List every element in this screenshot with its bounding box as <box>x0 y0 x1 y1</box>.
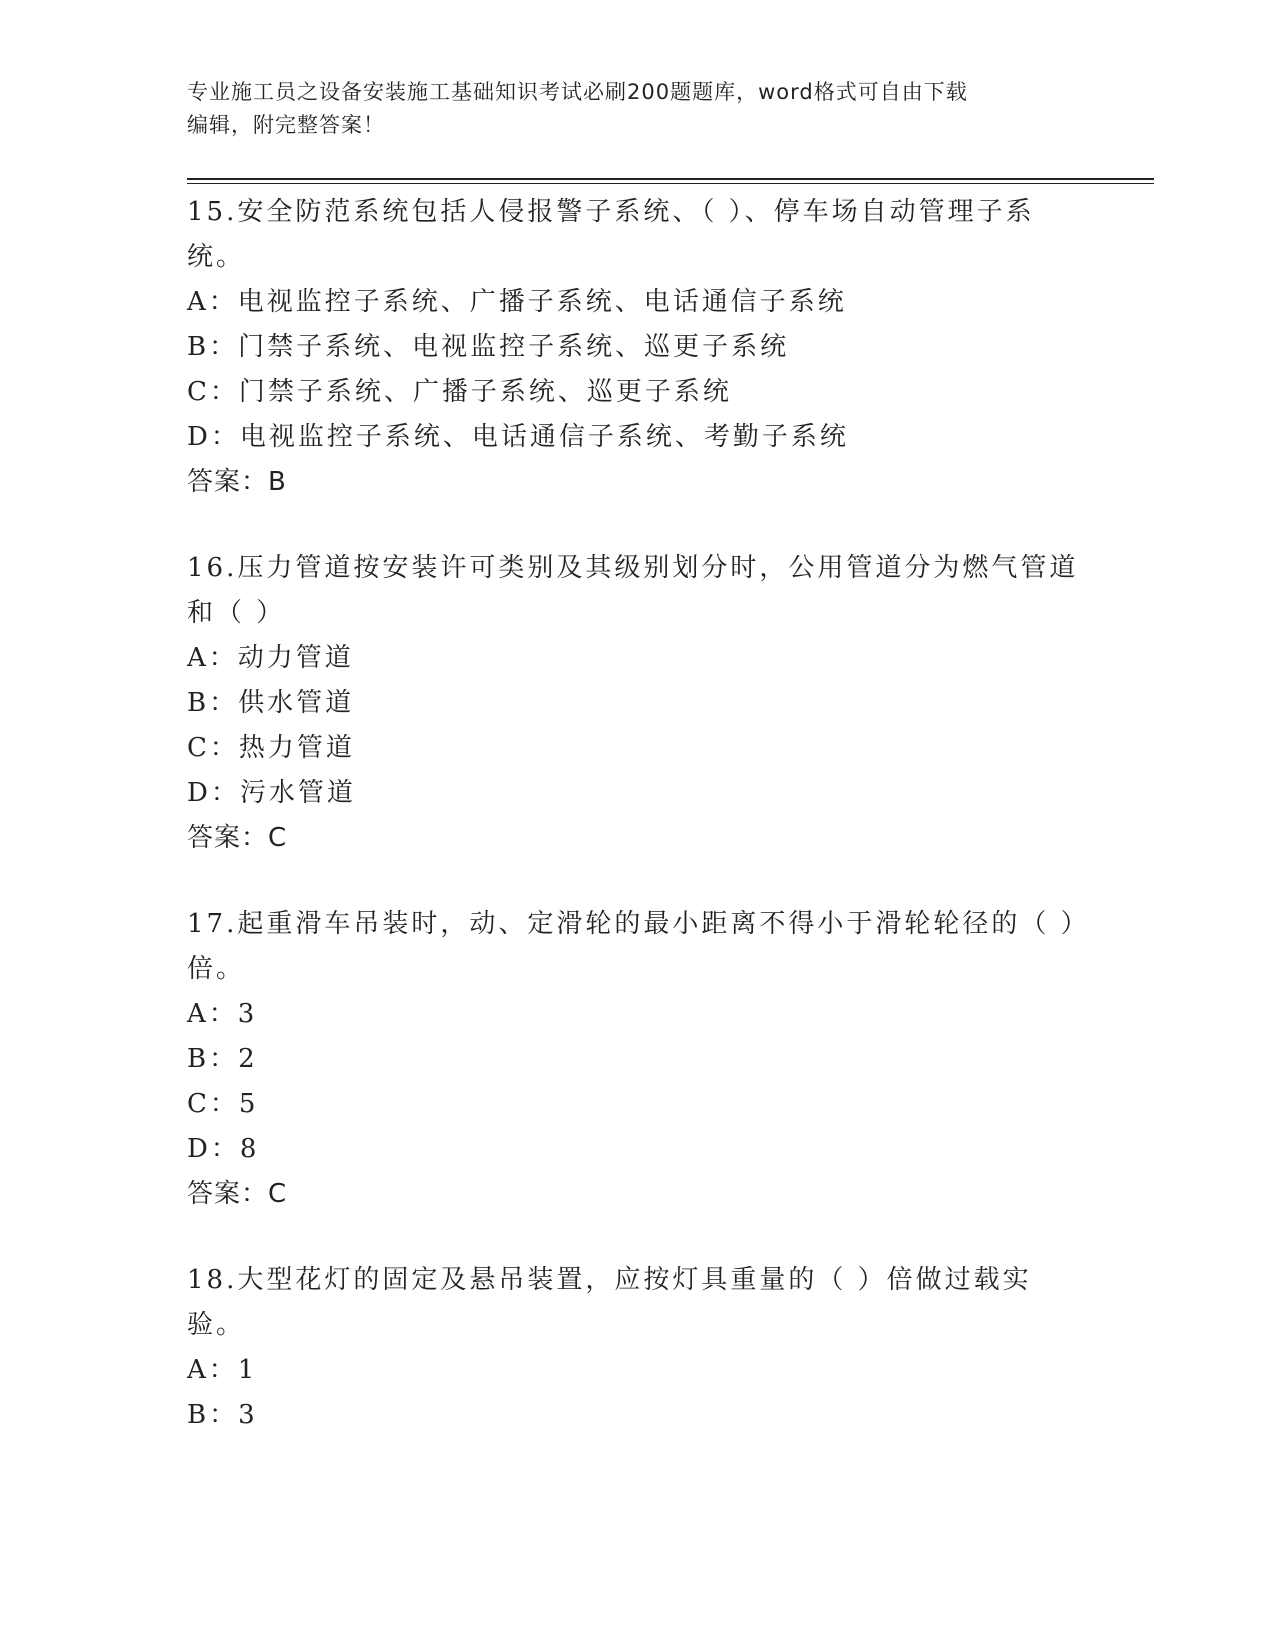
option-d: D：8 <box>187 1134 260 1164</box>
header-title-line-1: 专业施工员之设备安装施工基础知识考试必刷200题题库，word格式可自由下载 <box>187 80 968 104</box>
option-b: B：2 <box>187 1044 258 1074</box>
document-header <box>187 76 1087 142</box>
header-title-line-2: 编辑，附完整答案！ <box>187 113 385 137</box>
question-item <box>187 902 1087 1217</box>
question-stem: 18.大型花灯的固定及悬吊装置，应按灯具重量的（ ）倍做过载实验。 <box>187 1265 1032 1340</box>
question-list <box>187 190 1087 1479</box>
option-b: B：3 <box>187 1400 258 1430</box>
answer-text: 答案：B <box>187 467 287 497</box>
header-divider-thick <box>187 178 1154 180</box>
answer-text: 答案：C <box>187 1179 288 1209</box>
question-stem: 17.起重滑车吊装时，动、定滑轮的最小距离不得小于滑轮轮径的（ ）倍。 <box>187 909 1077 984</box>
option-d: D：电视监控子系统、电话通信子系统、考勤子系统 <box>187 422 849 452</box>
option-a: A：3 <box>187 999 258 1029</box>
option-d: D：污水管道 <box>187 778 356 808</box>
question-stem: 16.压力管道按安装许可类别及其级别划分时，公用管道分为燃气管道和（ ） <box>187 553 1079 628</box>
option-c: C：热力管道 <box>187 733 355 763</box>
question-item <box>187 1258 1087 1438</box>
option-c: C：门禁子系统、广播子系统、巡更子系统 <box>187 377 732 407</box>
question-item <box>187 190 1087 505</box>
option-c: C：5 <box>187 1089 259 1119</box>
question-item <box>187 546 1087 861</box>
option-b: B：门禁子系统、电视监控子系统、巡更子系统 <box>187 332 790 362</box>
option-a: A：1 <box>187 1355 258 1385</box>
option-a: A：动力管道 <box>187 643 354 673</box>
option-a: A：电视监控子系统、广播子系统、电话通信子系统 <box>187 287 847 317</box>
header-divider-thin <box>187 183 1154 184</box>
answer-text: 答案：C <box>187 823 288 853</box>
option-b: B：供水管道 <box>187 688 355 718</box>
question-stem: 15.安全防范系统包括人侵报警子系统、（ ）、停车场自动管理子系统。 <box>187 197 1035 272</box>
